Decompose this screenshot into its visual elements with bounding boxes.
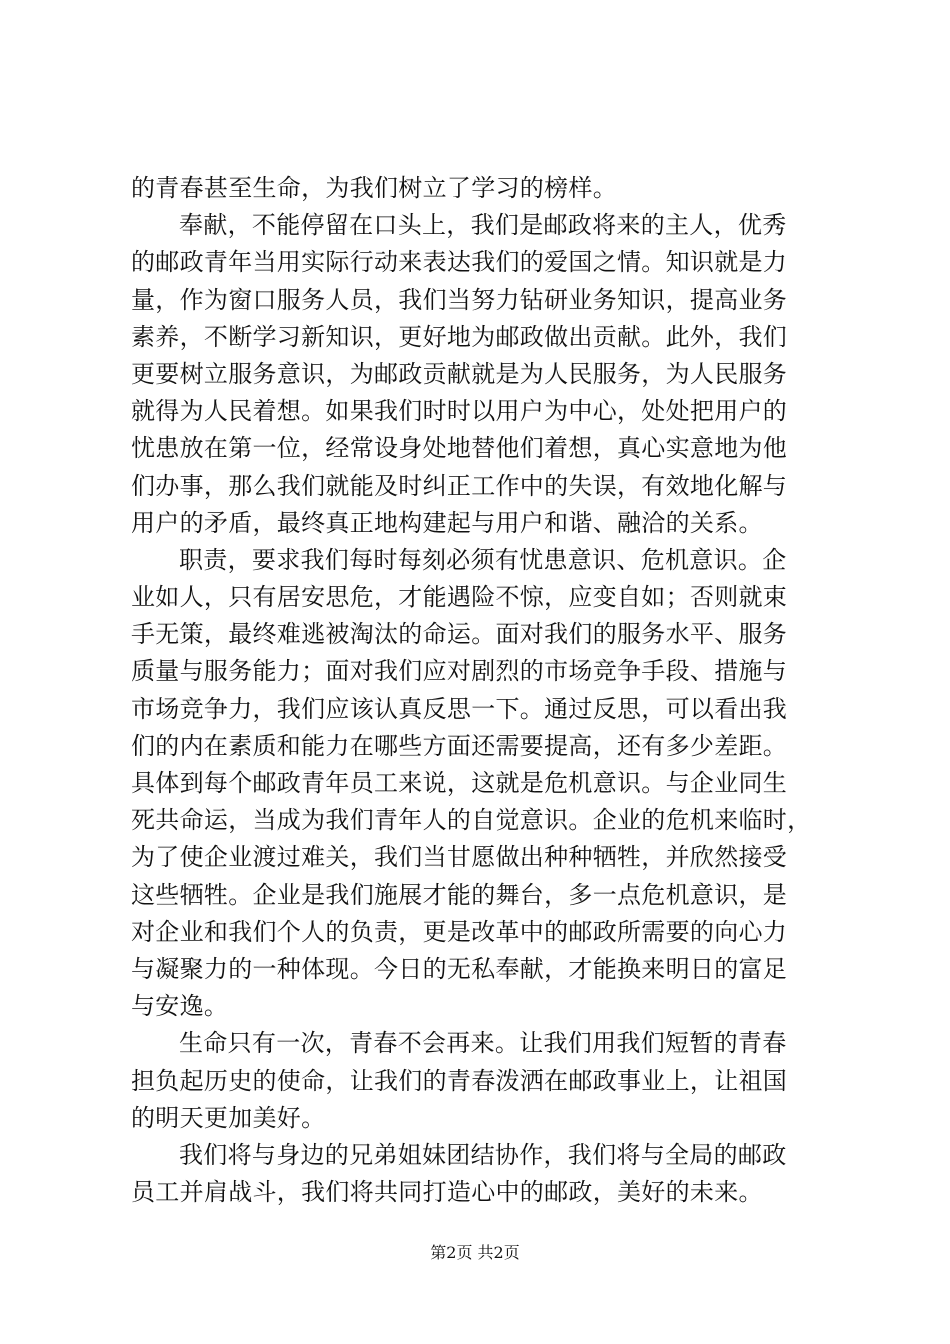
text-line: 就得为人民着想。如果我们时时以用户为中心，处处把用户的	[131, 397, 788, 426]
text-line: 忧患放在第一位，经常设身处地替他们着想，真心实意地为他	[131, 434, 788, 463]
text-line: 市场竞争力，我们应该认真反思一下。通过反思，可以看出我	[131, 694, 788, 723]
page-footer	[0, 1243, 950, 1263]
paragraph-start-line: 生命只有一次，青春不会再来。让我们用我们短暂的青春	[179, 1029, 787, 1058]
text-line: 为了使企业渡过难关，我们当甘愿做出种种牺牲，并欣然接受	[131, 843, 788, 872]
text-line: 的青春甚至生命，为我们树立了学习的榜样。	[131, 174, 617, 202]
text-line: 素养，不断学习新知识，更好地为邮政做出贡献。此外，我们	[131, 322, 788, 351]
text-line: 对企业和我们个人的负责，更是改革中的邮政所需要的向心力	[131, 917, 788, 946]
text-line: 这些牺牲。企业是我们施展才能的舞台，多一点危机意识，是	[131, 880, 788, 909]
text-line: 与凝聚力的一种体现。今日的无私奉献，才能换来明日的富足	[131, 954, 788, 983]
paragraph-start-line: 职责，要求我们每时每刻必须有忧患意识、危机意识。企	[179, 545, 787, 574]
text-line: 的邮政青年当用实际行动来表达我们的爱国之情。知识就是力	[131, 248, 788, 277]
text-line: 量，作为窗口服务人员，我们当努力钻研业务知识，提高业务	[131, 285, 788, 314]
text-line: 用户的矛盾，最终真正地构建起与用户和谐、融洽的关系。	[131, 508, 763, 537]
text-line: 们办事，那么我们就能及时纠正工作中的失误，有效地化解与	[131, 471, 788, 500]
text-line: 死共命运，当成为我们青年人的自觉意识。企业的危机来临时，	[131, 806, 812, 835]
paragraph-start-line: 奉献，不能停留在口头上，我们是邮政将来的主人，优秀	[179, 211, 787, 240]
text-line: 具体到每个邮政青年员工来说，这就是危机意识。与企业同生	[131, 769, 788, 797]
text-line: 质量与服务能力；面对我们应对剧烈的市场竞争手段、措施与	[131, 657, 788, 686]
text-line: 更要树立服务意识，为邮政贡献就是为人民服务，为人民服务	[131, 359, 788, 388]
text-line: 业如人，只有居安思危，才能遇险不惊，应变自如；否则就束	[131, 583, 788, 612]
document-body	[131, 170, 821, 1211]
text-line: 担负起历史的使命，让我们的青春泼洒在邮政事业上，让祖国	[131, 1066, 788, 1095]
paragraph-start-line: 我们将与身边的兄弟姐妹团结协作，我们将与全局的邮政	[179, 1140, 787, 1169]
text-line: 员工并肩战斗，我们将共同打造心中的邮政，美好的未来。	[131, 1178, 763, 1207]
page-number-label: 第2页 共2页	[430, 1243, 520, 1262]
text-line: 与安逸。	[131, 992, 229, 1021]
text-line: 们的内在素质和能力在哪些方面还需要提高，还有多少差距。	[131, 731, 788, 760]
text-line: 手无策，最终难逃被淘汰的命运。面对我们的服务水平、服务	[131, 620, 788, 649]
text-line: 的明天更加美好。	[131, 1103, 326, 1132]
